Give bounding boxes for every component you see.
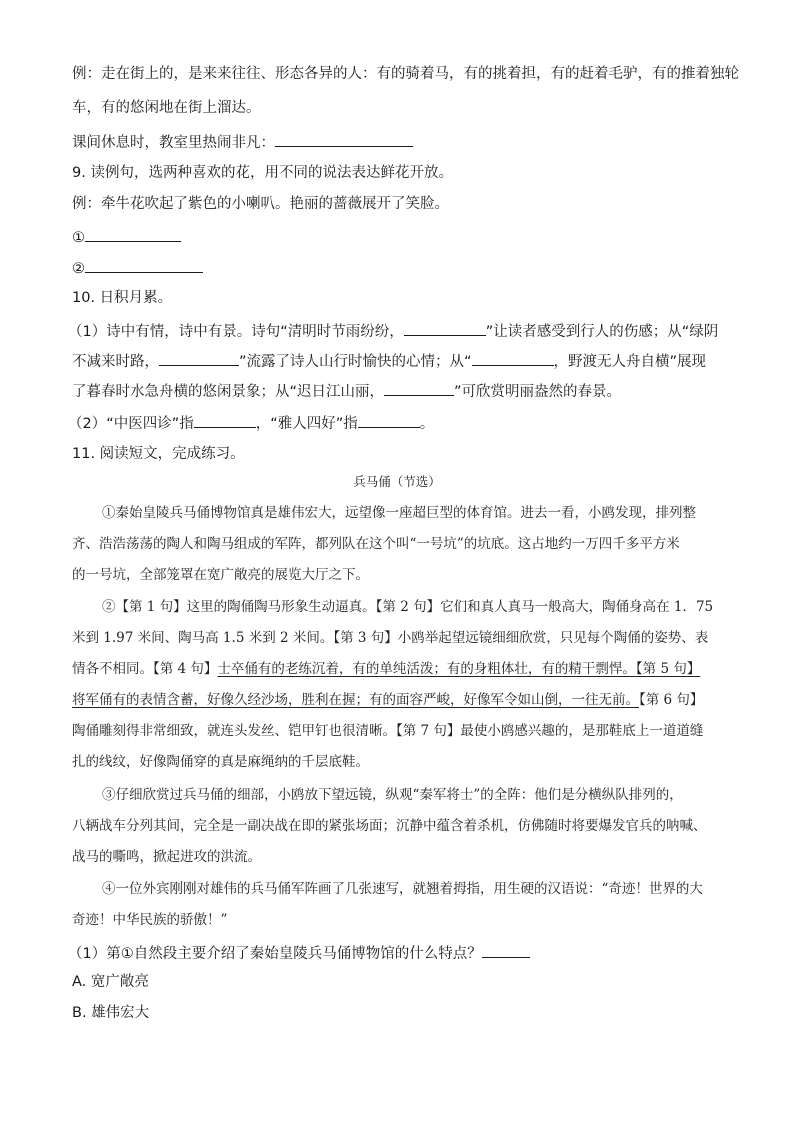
- para4-line2: 奇迹！中华民族的骄傲！”: [72, 912, 228, 928]
- q9-title: 9. 读例句，选两种喜欢的花，用不同的说法表达鲜花开放。: [72, 165, 453, 181]
- q10-p2-text-b: ，“雅人四好”指: [255, 416, 358, 432]
- passage-title: 兵马俑（节选）: [353, 474, 441, 489]
- sentence-5-marker: 【第 5 句】: [635, 661, 701, 677]
- para2-line1: ②【第 1 句】这里的陶俑陶马形象生动逼真。【第 2 句】它们和真人真马一般高大，陶俑身高在 1．75: [102, 599, 714, 615]
- q9-item2: [72, 257, 203, 279]
- q11-title: 11. 阅读短文，完成练习。: [72, 446, 245, 462]
- q10-p1-text-c: 不减来时路，: [72, 354, 159, 370]
- q10-p1-text-g: ”可欣赏明丽盎然的春景。: [454, 384, 622, 400]
- q11-sub1-text: （1）第①自然段主要介绍了秦始皇陵兵马俑博物馆的什么特点？: [68, 946, 482, 962]
- q10-p2-text-a: （2）“中医四诊”指: [68, 416, 194, 432]
- q10-title: 10. 日积月累。: [72, 290, 173, 306]
- option-b[interactable]: B. 雄伟宏大: [72, 1005, 150, 1021]
- q11-sub1: [68, 942, 530, 964]
- option-a[interactable]: A. 宽广敞亮: [72, 974, 149, 990]
- q10-blank-4[interactable]: [384, 380, 454, 396]
- q8-example-line1: 例：走在街上的，是来来往往、形态各异的人：有的骑着马，有的挑着担，有的赶着毛驴，有的推着独轮: [72, 66, 739, 82]
- para1-line2: 齐、浩浩荡荡的陶人和陶马组成的军阵，都列队在这个叫“一号坑”的坑底。这占地约一万四千多平方米: [72, 536, 680, 552]
- q10-p1-text-e: ，野渡无人舟自横”展现: [553, 354, 707, 370]
- q10-p2-text-c: 。: [419, 416, 435, 432]
- para4-line1: ④一位外宾刚刚对雄伟的兵马俑军阵画了几张速写，就翘着拇指，用生硬的汉语说：“奇迹！世界的大: [102, 881, 703, 897]
- q10-blank-3[interactable]: [472, 350, 554, 366]
- q9-item2-blank[interactable]: [85, 257, 203, 273]
- q10-p1-line3: [72, 380, 621, 402]
- q8-task: [72, 131, 413, 153]
- para2-line3: [72, 659, 700, 679]
- q10-p1-text-d: ”流露了诗人山行时愉快的心情；从“: [239, 354, 472, 370]
- para3-line2: 八辆战车分列其间，完全是一副决战在即的紧张场面；沉静中蕴含着杀机，仿佛随时将要爆发官兵的呐喊、: [72, 818, 707, 834]
- para3-line3: 战马的嘶鸣，掀起进攻的洪流。: [72, 849, 261, 865]
- q9-item1-blank[interactable]: [85, 226, 181, 242]
- q11-sub1-blank[interactable]: [482, 942, 530, 958]
- q8-answer-blank[interactable]: [275, 131, 413, 147]
- para2-line5: 陶俑雕刻得非常细致，就连头发丝、铠甲钉也很清晰。【第 7 句】最使小鸥感兴趣的，是那鞋底上一道道缝: [72, 723, 704, 739]
- sentence-5-underlined: 将军俑有的表情含蓄，好像久经沙场，胜利在握；有的面容严峻，好像军令如山倒，一往无前。: [72, 692, 639, 708]
- q9-item2-marker: ②: [72, 261, 85, 277]
- q10-blank-5[interactable]: [194, 412, 256, 428]
- q10-p2: [68, 412, 434, 434]
- para2-line2: 米到 1.97 米间、陶马高 1.5 米到 2 米间。【第 3 句】小鸥举起望远镜细细欣赏，只见每个陶俑的姿势、表: [72, 630, 709, 646]
- para2-line4: [72, 690, 703, 710]
- q10-blank-6[interactable]: [358, 412, 420, 428]
- q8-example-line2: 车，有的悠闲地在街上溜达。: [72, 100, 261, 116]
- sentence-6-marker: 【第 6 句】: [639, 692, 704, 708]
- q9-item1-marker: ①: [72, 230, 85, 246]
- q9-example: 例：牵牛花吹起了紫色的小喇叭。艳丽的蔷薇展开了笑脸。: [72, 196, 449, 212]
- q9-item1: [72, 226, 181, 248]
- q8-task-text: 课间休息时，教室里热闹非凡：: [72, 135, 275, 151]
- q10-p1-text-b: ”让读者感受到行人的伤感；从“绿阴: [485, 324, 719, 340]
- para1-line1: ①秦始皇陵兵马俑博物馆真是雄伟宏大，远望像一座超巨型的体育馆。进去一看，小鸥发现，排列整: [102, 505, 696, 521]
- para2-line3-text: 情各不相同。: [72, 661, 153, 677]
- sentence-4-marker: 【第 4 句】: [153, 661, 218, 677]
- q10-blank-2[interactable]: [159, 350, 239, 366]
- para2-line6: 扎的线纹，好像陶俑穿的真是麻绳纳的千层底鞋。: [72, 754, 369, 770]
- q10-p1-line1: [68, 320, 718, 342]
- q10-p1-text-a: （1）诗中有情，诗中有景。诗句“清明时节雨纷纷，: [68, 324, 404, 340]
- q10-p1-text-f: 了暮春时水急舟横的悠闲景象；从“迟日江山丽，: [72, 384, 385, 400]
- q10-p1-line2: [72, 350, 706, 372]
- para3-line1: ③仔细欣赏过兵马俑的细部，小鸥放下望远镜，纵观“秦军将士”的全阵：他们是分横纵队排列的，: [102, 787, 683, 803]
- sentence-4-underlined: 士卒俑有的老练沉着，有的单纯活泼；有的身粗体壮，有的精干剽悍。: [217, 661, 636, 677]
- q10-blank-1[interactable]: [404, 320, 486, 336]
- para1-line3: 的一号坑，全部笼罩在宽广敞亮的展览大厅之下。: [72, 567, 369, 583]
